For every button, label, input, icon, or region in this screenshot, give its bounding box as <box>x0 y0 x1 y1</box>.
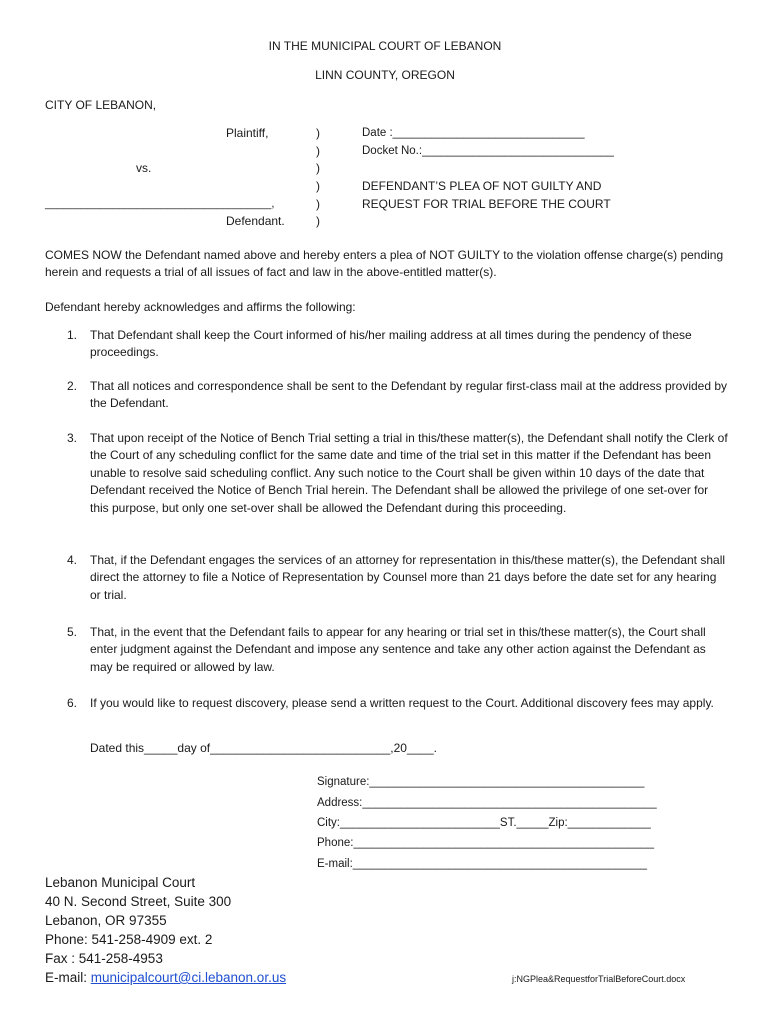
signature-field[interactable]: Signature:___________________________________________ <box>317 776 645 788</box>
document-title-line-1: DEFENDANT’S PLEA OF NOT GUILTY AND <box>362 179 602 193</box>
paren: ) <box>316 161 320 175</box>
list-item: That Defendant shall keep the Court informed of his/her mailing address at all times during the pendency of these proceedings. <box>90 328 692 360</box>
plaintiff-label: Plaintiff, <box>226 126 269 140</box>
paren: ) <box>316 214 320 228</box>
list-item: That upon receipt of the Notice of Bench Trial setting a trial in this/these matter(s), the Defendant shall notify the Clerk of the Court of any scheduling conflict for the same date and time of the trial set in this matter if the Defendant has been unable to resolve said scheduling conflict. Any such notice to the Court shall be given within 10 days of the date that Defendant received the Notice of Bench Trial herein. The Defendant shall be allowed the privilege of one set-over for this purpose, but only one set-over shall be allowed the Defendant during this proceeding. <box>90 431 728 515</box>
document-title-line-2: REQUEST FOR TRIAL BEFORE THE COURT <box>362 197 611 211</box>
versus-label: vs. <box>136 161 152 175</box>
email-link[interactable]: municipalcourt@ci.lebanon.or.us <box>90 970 287 985</box>
court-city-state: Lebanon, OR 97355 <box>45 913 167 928</box>
list-item: That, in the event that the Defendant fails to appear for any hearing or trial set in this/these matter(s), the Court shall enter judgment against the Defendant and impose any sentence and take any other action against the Defendant as may be required or allowed by law. <box>90 625 706 674</box>
county-title: LINN COUNTY, OREGON <box>315 68 455 82</box>
court-title: IN THE MUNICIPAL COURT OF LEBANON <box>268 39 502 53</box>
item-number: 3. <box>67 431 78 445</box>
item-number: 1. <box>67 328 78 342</box>
item-number: 2. <box>67 379 78 393</box>
email-field[interactable]: E-mail:______________________________________________ <box>317 858 647 870</box>
city-party: CITY OF LEBANON, <box>45 98 157 112</box>
court-fax: Fax : 541-258-4953 <box>45 951 163 966</box>
date-field[interactable]: Date :______________________________ <box>362 127 585 139</box>
list-item: If you would like to request discovery, please send a written request to the Court. Additional discovery fees may apply. <box>90 696 714 710</box>
list-item: That all notices and correspondence shall be sent to the Defendant by regular first-class mail at the address provided by the Defendant. <box>90 379 728 411</box>
court-name: Lebanon Municipal Court <box>45 875 196 890</box>
paren: ) <box>316 126 320 140</box>
dated-line[interactable]: Dated this_____day of___________________________,20____. <box>90 741 437 755</box>
defendant-label: Defendant. <box>226 214 285 228</box>
item-number: 6. <box>67 696 78 710</box>
address-field[interactable]: Address:______________________________________________ <box>317 797 657 809</box>
acknowledge-statement: Defendant hereby acknowledges and affirms the following: <box>45 300 356 314</box>
docket-number-field[interactable]: Docket No.:______________________________ <box>362 145 614 157</box>
list-item: That, if the Defendant engages the services of an attorney for representation in this/these matter(s), the Defendant shall direct the attorney to file a Notice of Representation by Counsel more than 21 days before the date set for any hearing or trial. <box>90 553 726 602</box>
court-email <box>45 968 286 987</box>
court-phone: Phone: 541-258-4909 ext. 2 <box>45 932 213 947</box>
email-label: E-mail: <box>45 970 91 985</box>
phone-field[interactable]: Phone:_______________________________________________ <box>317 837 655 849</box>
intro-paragraph: COMES NOW the Defendant named above and hereby enters a plea of NOT GUILTY to the violation offense charge(s) pending herein and requests a trial of all issues of fact and law in the above-entitled matter(s). <box>45 248 724 280</box>
item-number: 5. <box>67 625 78 639</box>
paren: ) <box>316 179 320 193</box>
paren: ) <box>316 197 320 211</box>
court-street: 40 N. Second Street, Suite 300 <box>45 894 232 909</box>
paren: ) <box>316 144 320 158</box>
city-state-zip-field[interactable]: City:_________________________ST._____Zip:_____________ <box>317 817 651 829</box>
defendant-name-line[interactable]: _____________________________________, <box>45 198 275 210</box>
file-name: j:NGPlea&RequestforTrialBeforeCourt.docx <box>512 974 686 984</box>
item-number: 4. <box>67 553 78 567</box>
